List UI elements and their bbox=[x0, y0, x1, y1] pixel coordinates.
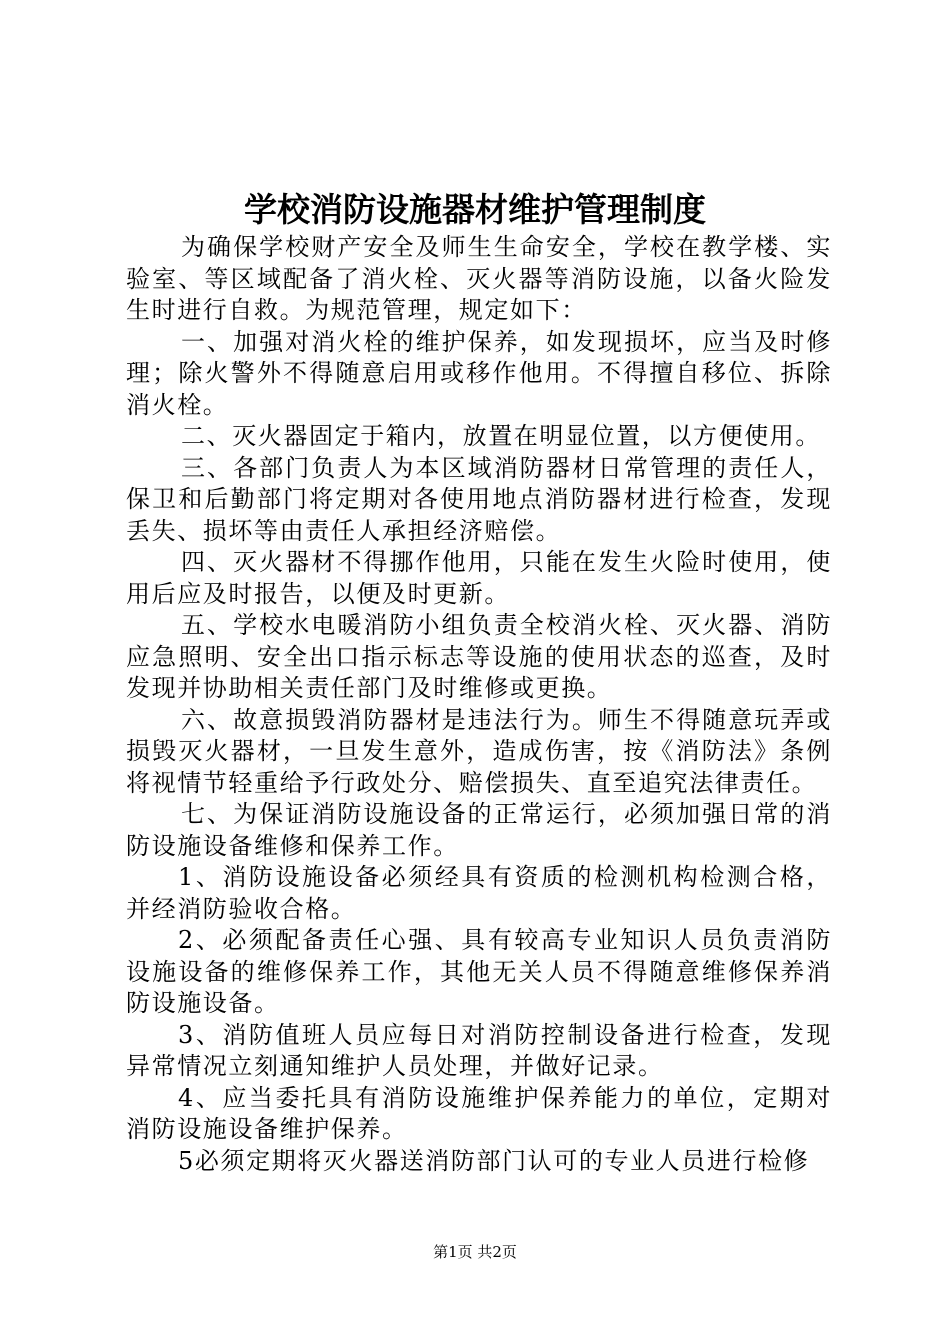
paragraph-item-2: 二、灭火器固定于箱内，放置在明显位置，以方便使用。 bbox=[181, 422, 821, 450]
document-body bbox=[126, 232, 832, 1177]
paragraph-item-3: 三、各部门负责人为本区域消防器材日常管理的责任人，保卫和后勤部门将定期对各使用地点消防器材进行检查，发现丢失、损坏等由责任人承担经济赔偿。 bbox=[126, 453, 832, 545]
paragraph-subitem-5: 5必须定期将灭火器送消防部门认可的专业人员进行检修 bbox=[178, 1146, 810, 1175]
paragraph-subitem-1: 1、消防设施设备必须经具有资质的检测机构检测合格，并经消防验收合格。 bbox=[126, 863, 832, 923]
paragraph-item-5: 五、学校水电暖消防小组负责全校消火栓、灭火器、消防应急照明、安全出口指示标志等设施的使用状态的巡查，及时发现并协助相关责任部门及时维修或更换。 bbox=[126, 611, 832, 702]
paragraph-subitem-4: 4、应当委托具有消防设施维护保养能力的单位，定期对消防设施设备维护保养。 bbox=[126, 1083, 832, 1143]
paragraph-item-6: 六、故意损毁消防器材是违法行为。师生不得随意玩弄或损毁灭火器材，一旦发生意外，造成伤害，按《消防法》条例将视情节轻重给予行政处分、赔偿损失、直至追究法律责任。 bbox=[126, 705, 832, 797]
page-footer: 第1页 共2页 bbox=[433, 1243, 517, 1261]
paragraph-subitem-3: 3、消防值班人员应每日对消防控制设备进行检查，发现异常情况立刻通知维护人员处理，并做好记录。 bbox=[126, 1020, 832, 1080]
paragraph-item-1: 一、加强对消火栓的维护保养，如发现损坏，应当及时修理；除火警外不得随意启用或移作他用。不得擅自移位、拆除消火栓。 bbox=[126, 327, 832, 419]
paragraph-item-4: 四、灭火器材不得挪作他用，只能在发生火险时使用，使用后应及时报告，以便及时更新。 bbox=[126, 548, 832, 608]
paragraph-item-7: 七、为保证消防设施设备的正常运行，必须加强日常的消防设施设备维修和保养工作。 bbox=[126, 800, 832, 860]
paragraph-subitem-2: 2、必须配备责任心强、具有较高专业知识人员负责消防设施设备的维修保养工作，其他无关人员不得随意维修保养消防设施设备。 bbox=[126, 926, 832, 1017]
document-title: 学校消防设施器材维护管理制度 bbox=[244, 190, 706, 229]
paragraph-intro: 为确保学校财产安全及师生生命安全，学校在教学楼、实验室、等区域配备了消火栓、灭火器等消防设施，以备火险发生时进行自救。为规范管理，规定如下： bbox=[126, 233, 832, 324]
